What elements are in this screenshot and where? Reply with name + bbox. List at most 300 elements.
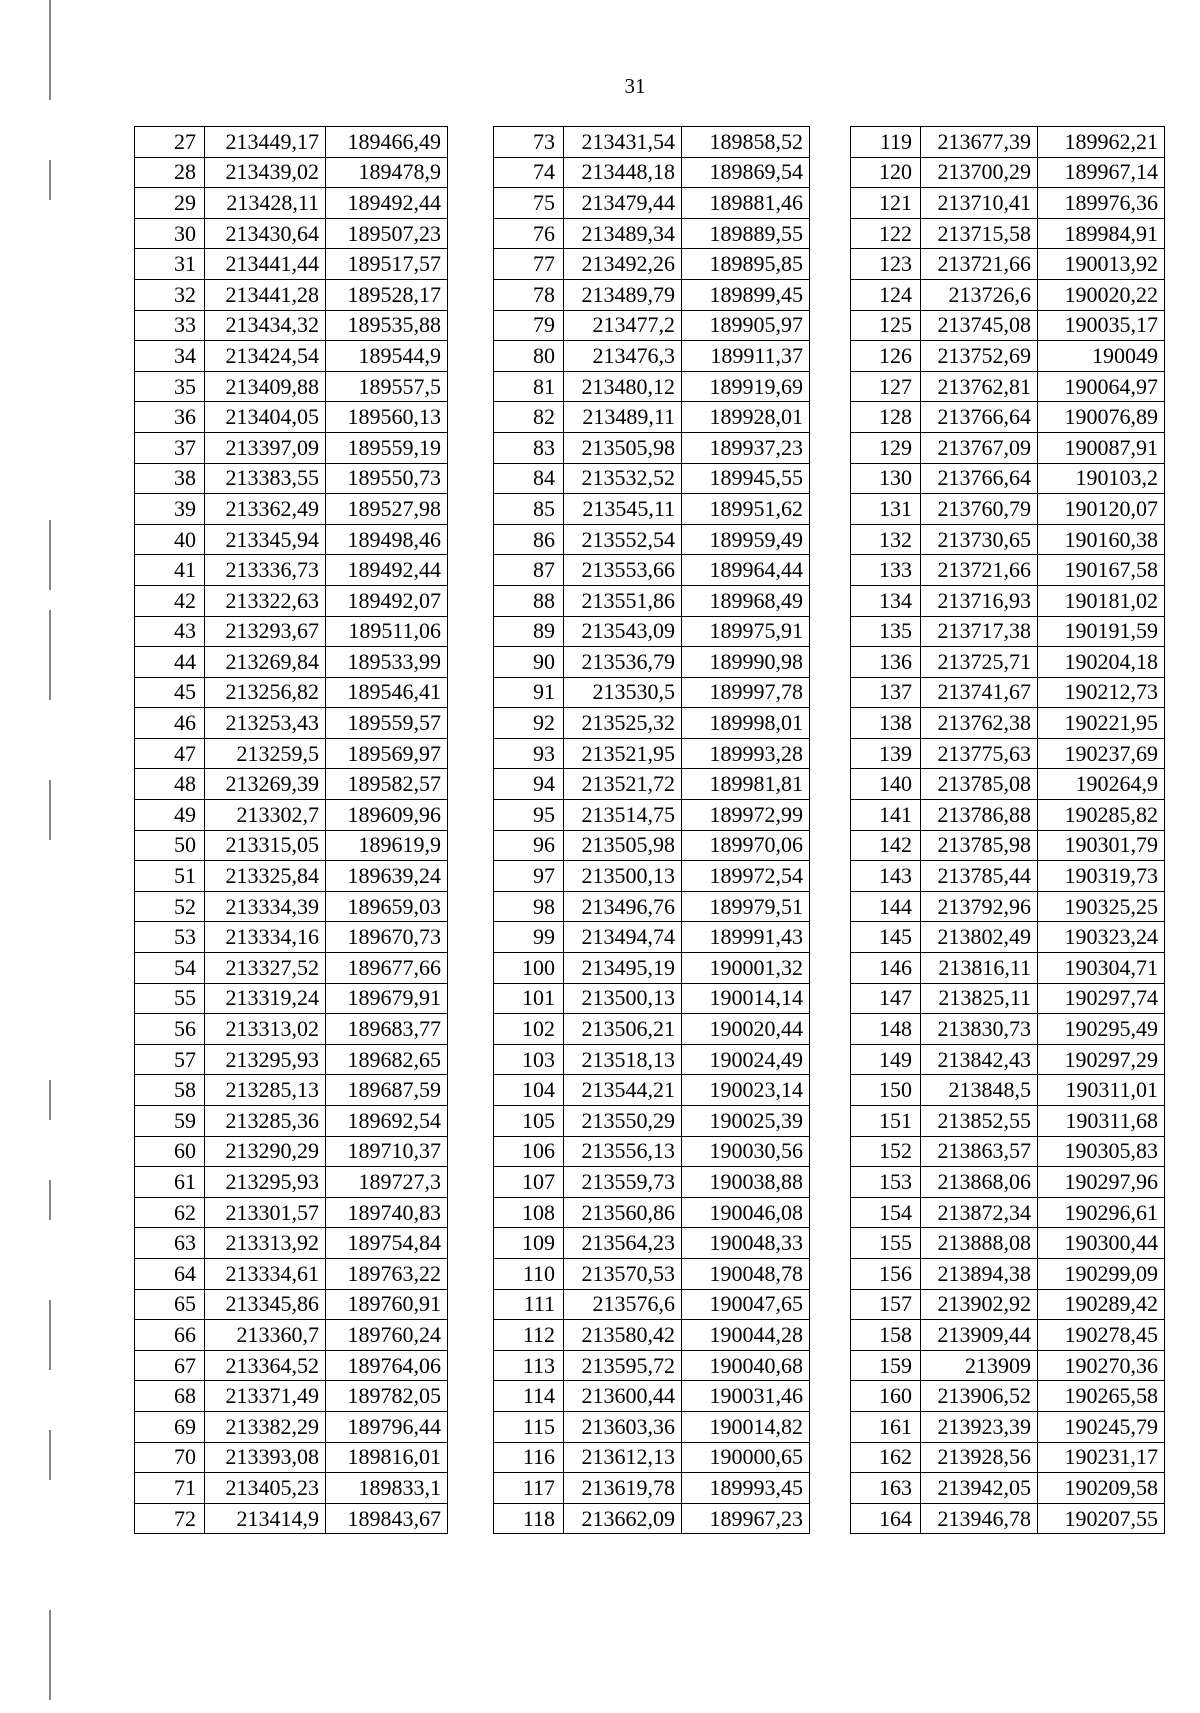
coordinate-x-cell: 213362,49 — [205, 494, 326, 525]
coordinate-x-cell: 213550,29 — [564, 1106, 682, 1137]
table-row — [851, 585, 1165, 616]
coordinate-x-cell: 213269,39 — [205, 769, 326, 800]
scan-margin-line — [49, 1180, 51, 1220]
point-number-cell: 129 — [851, 432, 921, 463]
point-number-cell: 50 — [135, 830, 205, 861]
point-number-cell: 92 — [494, 708, 564, 739]
point-number-cell: 46 — [135, 708, 205, 739]
coordinate-x-cell: 213325,84 — [205, 861, 326, 892]
coordinate-x-cell: 213313,92 — [205, 1228, 326, 1259]
coordinate-y-cell: 190237,69 — [1038, 738, 1165, 769]
scan-margin-line — [49, 1080, 51, 1120]
coordinate-y-cell: 189951,62 — [682, 494, 810, 525]
coordinate-x-cell: 213405,23 — [205, 1473, 326, 1504]
coordinate-x-cell: 213489,11 — [564, 402, 682, 433]
point-number-cell: 33 — [135, 310, 205, 341]
coordinate-y-cell: 189976,36 — [1038, 188, 1165, 219]
coordinate-x-cell: 213315,05 — [205, 830, 326, 861]
point-number-cell: 27 — [135, 127, 205, 158]
coordinate-x-cell: 213721,66 — [921, 555, 1038, 586]
coordinate-x-cell: 213424,54 — [205, 341, 326, 372]
table-row — [135, 341, 448, 372]
coordinate-y-cell: 190319,73 — [1038, 861, 1165, 892]
table-row — [851, 1044, 1165, 1075]
table-row — [135, 1350, 448, 1381]
table-row — [851, 1381, 1165, 1412]
coordinate-x-cell: 213716,93 — [921, 585, 1038, 616]
point-number-cell: 77 — [494, 249, 564, 280]
coordinate-x-cell: 213726,6 — [921, 279, 1038, 310]
coordinate-x-cell: 213448,18 — [564, 157, 682, 188]
point-number-cell: 60 — [135, 1136, 205, 1167]
coordinate-x-cell: 213619,78 — [564, 1473, 682, 1504]
point-number-cell: 81 — [494, 371, 564, 402]
coordinate-y-cell: 190231,17 — [1038, 1442, 1165, 1473]
coordinate-x-cell: 213700,29 — [921, 157, 1038, 188]
coordinate-y-cell: 189550,73 — [326, 463, 448, 494]
table-row — [494, 463, 810, 494]
table-row — [135, 1411, 448, 1442]
coordinate-y-cell: 190204,18 — [1038, 647, 1165, 678]
table-row — [851, 738, 1165, 769]
coordinate-x-cell: 213570,53 — [564, 1258, 682, 1289]
coordinate-y-cell: 189492,07 — [326, 585, 448, 616]
table-row — [851, 708, 1165, 739]
table-row — [851, 463, 1165, 494]
coordinate-y-cell: 190047,65 — [682, 1289, 810, 1320]
point-number-cell: 82 — [494, 402, 564, 433]
point-number-cell: 104 — [494, 1075, 564, 1106]
point-number-cell: 136 — [851, 647, 921, 678]
coordinate-y-cell: 189557,5 — [326, 371, 448, 402]
coordinate-x-cell: 213500,13 — [564, 861, 682, 892]
coordinate-y-cell: 189528,17 — [326, 279, 448, 310]
table-row — [494, 1044, 810, 1075]
coordinate-x-cell: 213253,43 — [205, 708, 326, 739]
point-number-cell: 126 — [851, 341, 921, 372]
point-number-cell: 145 — [851, 922, 921, 953]
coordinate-y-cell: 190209,58 — [1038, 1473, 1165, 1504]
coordinate-x-cell: 213449,17 — [205, 127, 326, 158]
table-row — [494, 494, 810, 525]
table-row — [851, 1350, 1165, 1381]
table-row — [851, 188, 1165, 219]
coordinate-x-cell: 213506,21 — [564, 1014, 682, 1045]
coordinate-x-cell: 213556,13 — [564, 1136, 682, 1167]
coordinate-y-cell: 189972,54 — [682, 861, 810, 892]
point-number-cell: 28 — [135, 157, 205, 188]
table-row — [135, 983, 448, 1014]
coordinate-y-cell: 189560,13 — [326, 402, 448, 433]
table-row — [135, 1320, 448, 1351]
coordinate-y-cell: 189740,83 — [326, 1197, 448, 1228]
coordinate-x-cell: 213334,39 — [205, 891, 326, 922]
coordinate-x-cell: 213928,56 — [921, 1442, 1038, 1473]
coordinate-y-cell: 190044,28 — [682, 1320, 810, 1351]
table-row — [135, 953, 448, 984]
coordinate-y-cell: 189511,06 — [326, 616, 448, 647]
point-number-cell: 54 — [135, 953, 205, 984]
coordinate-x-cell: 213785,08 — [921, 769, 1038, 800]
point-number-cell: 103 — [494, 1044, 564, 1075]
scan-margin-line — [49, 160, 51, 200]
table-row — [851, 1136, 1165, 1167]
coordinate-y-cell: 190024,49 — [682, 1044, 810, 1075]
scan-margin-line — [49, 1430, 51, 1480]
point-number-cell: 152 — [851, 1136, 921, 1167]
point-number-cell: 57 — [135, 1044, 205, 1075]
point-number-cell: 87 — [494, 555, 564, 586]
coordinates-table-body — [851, 127, 1165, 1534]
coordinate-y-cell: 190013,92 — [1038, 249, 1165, 280]
coordinate-y-cell: 189763,22 — [326, 1258, 448, 1289]
coordinate-x-cell: 213505,98 — [564, 432, 682, 463]
table-row — [135, 1228, 448, 1259]
point-number-cell: 137 — [851, 677, 921, 708]
coordinate-x-cell: 213295,93 — [205, 1044, 326, 1075]
coordinate-y-cell: 189710,37 — [326, 1136, 448, 1167]
point-number-cell: 131 — [851, 494, 921, 525]
coordinate-y-cell: 190323,24 — [1038, 922, 1165, 953]
coordinate-y-cell: 190120,07 — [1038, 494, 1165, 525]
coordinate-y-cell: 189692,54 — [326, 1106, 448, 1137]
table-row — [494, 1106, 810, 1137]
table-row — [851, 157, 1165, 188]
coordinate-x-cell: 213775,63 — [921, 738, 1038, 769]
table-row — [851, 1411, 1165, 1442]
coordinate-y-cell: 189544,9 — [326, 341, 448, 372]
scan-margin-line — [49, 780, 51, 840]
coordinate-y-cell: 190103,2 — [1038, 463, 1165, 494]
coordinate-x-cell: 213505,98 — [564, 830, 682, 861]
point-number-cell: 71 — [135, 1473, 205, 1504]
table-row — [135, 188, 448, 219]
table-row — [135, 1136, 448, 1167]
coordinate-y-cell: 190160,38 — [1038, 524, 1165, 555]
point-number-cell: 118 — [494, 1503, 564, 1534]
table-row — [494, 1167, 810, 1198]
table-row — [135, 249, 448, 280]
coordinate-x-cell: 213334,61 — [205, 1258, 326, 1289]
table-row — [494, 1442, 810, 1473]
coordinate-y-cell: 189981,81 — [682, 769, 810, 800]
point-number-cell: 140 — [851, 769, 921, 800]
coordinate-y-cell: 189559,57 — [326, 708, 448, 739]
coordinate-x-cell: 213434,32 — [205, 310, 326, 341]
point-number-cell: 164 — [851, 1503, 921, 1534]
table-row — [135, 1473, 448, 1504]
point-number-cell: 102 — [494, 1014, 564, 1045]
coordinate-x-cell: 213514,75 — [564, 800, 682, 831]
table-row — [851, 555, 1165, 586]
table-row — [135, 1258, 448, 1289]
coordinate-y-cell: 189911,37 — [682, 341, 810, 372]
coordinate-x-cell: 213842,43 — [921, 1044, 1038, 1075]
coordinate-y-cell: 189677,66 — [326, 953, 448, 984]
coordinate-y-cell: 189975,91 — [682, 616, 810, 647]
coordinate-x-cell: 213336,73 — [205, 555, 326, 586]
coordinate-y-cell: 189527,98 — [326, 494, 448, 525]
point-number-cell: 114 — [494, 1381, 564, 1412]
point-number-cell: 36 — [135, 402, 205, 433]
coordinate-x-cell: 213285,36 — [205, 1106, 326, 1137]
point-number-cell: 98 — [494, 891, 564, 922]
table-row — [494, 677, 810, 708]
point-number-cell: 162 — [851, 1442, 921, 1473]
point-number-cell: 97 — [494, 861, 564, 892]
point-number-cell: 30 — [135, 218, 205, 249]
coordinate-x-cell: 213382,29 — [205, 1411, 326, 1442]
point-number-cell: 83 — [494, 432, 564, 463]
coordinate-x-cell: 213441,44 — [205, 249, 326, 280]
point-number-cell: 40 — [135, 524, 205, 555]
coordinate-x-cell: 213786,88 — [921, 800, 1038, 831]
coordinate-y-cell: 189937,23 — [682, 432, 810, 463]
point-number-cell: 53 — [135, 922, 205, 953]
coordinate-x-cell: 213494,74 — [564, 922, 682, 953]
coordinate-y-cell: 189517,57 — [326, 249, 448, 280]
table-row — [851, 127, 1165, 158]
coordinate-y-cell: 189546,41 — [326, 677, 448, 708]
table-row — [851, 310, 1165, 341]
coordinate-y-cell: 189899,45 — [682, 279, 810, 310]
coordinate-x-cell: 213404,05 — [205, 402, 326, 433]
point-number-cell: 117 — [494, 1473, 564, 1504]
coordinate-y-cell: 189582,57 — [326, 769, 448, 800]
coordinate-y-cell: 189639,24 — [326, 861, 448, 892]
table-row — [135, 157, 448, 188]
coordinate-x-cell: 213595,72 — [564, 1350, 682, 1381]
table-row — [135, 524, 448, 555]
point-number-cell: 59 — [135, 1106, 205, 1137]
point-number-cell: 31 — [135, 249, 205, 280]
coordinate-x-cell: 213802,49 — [921, 922, 1038, 953]
coordinate-x-cell: 213409,88 — [205, 371, 326, 402]
point-number-cell: 155 — [851, 1228, 921, 1259]
point-number-cell: 109 — [494, 1228, 564, 1259]
table-row — [494, 1411, 810, 1442]
coordinate-x-cell: 213302,7 — [205, 800, 326, 831]
coordinate-y-cell: 189569,97 — [326, 738, 448, 769]
table-row — [135, 371, 448, 402]
table-row — [135, 1289, 448, 1320]
table-row — [851, 1289, 1165, 1320]
point-number-cell: 157 — [851, 1289, 921, 1320]
coordinate-x-cell: 213785,98 — [921, 830, 1038, 861]
point-number-cell: 39 — [135, 494, 205, 525]
point-number-cell: 58 — [135, 1075, 205, 1106]
coordinate-x-cell: 213792,96 — [921, 891, 1038, 922]
coordinate-y-cell: 190265,58 — [1038, 1381, 1165, 1412]
coordinate-x-cell: 213906,52 — [921, 1381, 1038, 1412]
point-number-cell: 143 — [851, 861, 921, 892]
table-row — [494, 891, 810, 922]
table-row — [135, 1075, 448, 1106]
point-number-cell: 156 — [851, 1258, 921, 1289]
coordinate-x-cell: 213603,36 — [564, 1411, 682, 1442]
coordinate-x-cell: 213863,57 — [921, 1136, 1038, 1167]
coordinate-y-cell: 189984,91 — [1038, 218, 1165, 249]
coordinate-y-cell: 189869,54 — [682, 157, 810, 188]
coordinate-y-cell: 189993,45 — [682, 1473, 810, 1504]
point-number-cell: 161 — [851, 1411, 921, 1442]
coordinate-x-cell: 213371,49 — [205, 1381, 326, 1412]
coordinate-y-cell: 190191,59 — [1038, 616, 1165, 647]
coordinate-y-cell: 189679,91 — [326, 983, 448, 1014]
point-number-cell: 29 — [135, 188, 205, 219]
table-row — [494, 188, 810, 219]
coordinate-y-cell: 189858,52 — [682, 127, 810, 158]
table-row — [494, 861, 810, 892]
coordinate-y-cell: 190035,17 — [1038, 310, 1165, 341]
coordinate-x-cell: 213767,09 — [921, 432, 1038, 463]
coordinate-y-cell: 189970,06 — [682, 830, 810, 861]
table-row — [494, 1381, 810, 1412]
coordinate-x-cell: 213345,86 — [205, 1289, 326, 1320]
coordinate-y-cell: 189727,3 — [326, 1167, 448, 1198]
coordinate-x-cell: 213414,9 — [205, 1503, 326, 1534]
table-row — [135, 1106, 448, 1137]
coordinate-y-cell: 190181,02 — [1038, 585, 1165, 616]
point-number-cell: 138 — [851, 708, 921, 739]
coordinate-x-cell: 213715,58 — [921, 218, 1038, 249]
table-row — [851, 830, 1165, 861]
point-number-cell: 43 — [135, 616, 205, 647]
table-row — [851, 1228, 1165, 1259]
coordinate-y-cell: 190014,82 — [682, 1411, 810, 1442]
table-row — [494, 218, 810, 249]
coordinate-x-cell: 213662,09 — [564, 1503, 682, 1534]
coordinate-x-cell: 213752,69 — [921, 341, 1038, 372]
table-row — [851, 953, 1165, 984]
coordinate-x-cell: 213942,05 — [921, 1473, 1038, 1504]
coordinate-x-cell: 213710,41 — [921, 188, 1038, 219]
table-row — [494, 157, 810, 188]
coordinate-x-cell: 213721,66 — [921, 249, 1038, 280]
coordinate-y-cell: 189972,99 — [682, 800, 810, 831]
coordinate-y-cell: 189905,97 — [682, 310, 810, 341]
point-number-cell: 80 — [494, 341, 564, 372]
table-row — [851, 983, 1165, 1014]
coordinate-x-cell: 213544,21 — [564, 1075, 682, 1106]
coordinate-x-cell: 213477,2 — [564, 310, 682, 341]
table-row — [851, 1197, 1165, 1228]
coordinate-x-cell: 213545,11 — [564, 494, 682, 525]
point-number-cell: 62 — [135, 1197, 205, 1228]
point-number-cell: 85 — [494, 494, 564, 525]
coordinate-x-cell: 213393,08 — [205, 1442, 326, 1473]
point-number-cell: 120 — [851, 157, 921, 188]
table-row — [494, 279, 810, 310]
scan-margin-line — [49, 1610, 51, 1700]
coordinate-y-cell: 190020,22 — [1038, 279, 1165, 310]
point-number-cell: 95 — [494, 800, 564, 831]
coordinate-y-cell: 189968,49 — [682, 585, 810, 616]
coordinate-x-cell: 213830,73 — [921, 1014, 1038, 1045]
table-row — [135, 463, 448, 494]
coordinate-y-cell: 190000,65 — [682, 1442, 810, 1473]
point-number-cell: 146 — [851, 953, 921, 984]
coordinate-y-cell: 189816,01 — [326, 1442, 448, 1473]
table-row — [494, 1228, 810, 1259]
coordinate-y-cell: 189990,98 — [682, 647, 810, 678]
coordinate-y-cell: 190025,39 — [682, 1106, 810, 1137]
page-number: 31 — [624, 74, 646, 98]
coordinate-y-cell: 189478,9 — [326, 157, 448, 188]
coordinate-x-cell: 213848,5 — [921, 1075, 1038, 1106]
coordinate-x-cell: 213852,55 — [921, 1106, 1038, 1137]
scan-margin-line — [49, 1300, 51, 1370]
coordinate-x-cell: 213322,63 — [205, 585, 326, 616]
coordinate-x-cell: 213600,44 — [564, 1381, 682, 1412]
table-row — [494, 1197, 810, 1228]
coordinate-y-cell: 189682,65 — [326, 1044, 448, 1075]
coordinate-x-cell: 213894,38 — [921, 1258, 1038, 1289]
coordinate-y-cell: 189997,78 — [682, 677, 810, 708]
point-number-cell: 74 — [494, 157, 564, 188]
point-number-cell: 119 — [851, 127, 921, 158]
coordinate-y-cell: 190212,73 — [1038, 677, 1165, 708]
table-row — [851, 1167, 1165, 1198]
table-row — [851, 1320, 1165, 1351]
table-row — [851, 1442, 1165, 1473]
coordinate-x-cell: 213760,79 — [921, 494, 1038, 525]
table-row — [135, 1442, 448, 1473]
table-row — [494, 1258, 810, 1289]
coordinate-x-cell: 213525,32 — [564, 708, 682, 739]
coordinate-y-cell: 189670,73 — [326, 922, 448, 953]
point-number-cell: 105 — [494, 1106, 564, 1137]
point-number-cell: 63 — [135, 1228, 205, 1259]
table-row — [494, 800, 810, 831]
point-number-cell: 142 — [851, 830, 921, 861]
coordinate-x-cell: 213552,54 — [564, 524, 682, 555]
coordinate-y-cell: 190295,49 — [1038, 1014, 1165, 1045]
table-row — [851, 371, 1165, 402]
table-row — [494, 647, 810, 678]
table-row — [851, 1258, 1165, 1289]
scan-margin-line — [49, 520, 51, 590]
table-row — [494, 1289, 810, 1320]
coordinates-table-2 — [493, 126, 810, 1534]
point-number-cell: 154 — [851, 1197, 921, 1228]
coordinate-y-cell: 190264,9 — [1038, 769, 1165, 800]
coordinate-x-cell: 213762,38 — [921, 708, 1038, 739]
table-row — [851, 677, 1165, 708]
point-number-cell: 134 — [851, 585, 921, 616]
coordinate-y-cell: 190311,01 — [1038, 1075, 1165, 1106]
table-row — [135, 677, 448, 708]
table-row — [135, 1503, 448, 1534]
coordinate-x-cell: 213521,95 — [564, 738, 682, 769]
point-number-cell: 133 — [851, 555, 921, 586]
coordinate-x-cell: 213383,55 — [205, 463, 326, 494]
point-number-cell: 67 — [135, 1350, 205, 1381]
point-number-cell: 147 — [851, 983, 921, 1014]
coordinate-x-cell: 213766,64 — [921, 463, 1038, 494]
coordinate-y-cell: 190301,79 — [1038, 830, 1165, 861]
table-row — [494, 1503, 810, 1534]
table-row — [851, 341, 1165, 372]
point-number-cell: 65 — [135, 1289, 205, 1320]
coordinate-y-cell: 190049 — [1038, 341, 1165, 372]
coordinates-table-body — [135, 127, 448, 1534]
table-row — [851, 922, 1165, 953]
coordinate-x-cell: 213677,39 — [921, 127, 1038, 158]
coordinate-y-cell: 189967,14 — [1038, 157, 1165, 188]
coordinate-y-cell: 189945,55 — [682, 463, 810, 494]
table-row — [851, 1503, 1165, 1534]
